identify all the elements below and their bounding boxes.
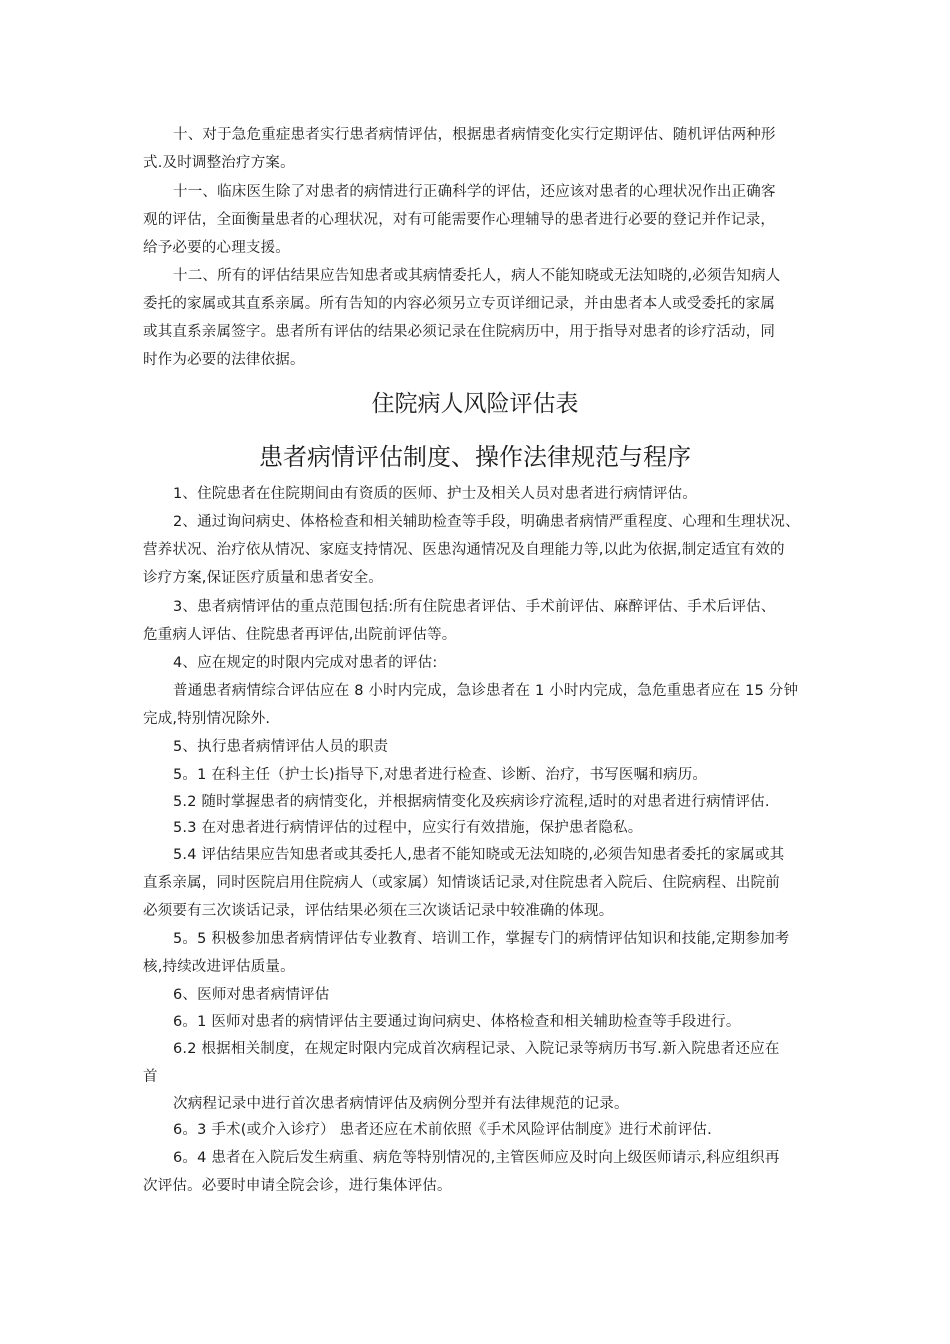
text-line: 首 bbox=[143, 1069, 158, 1085]
text-line: 直系亲属，同时医院启用住院病人（或家属）知情谈话记录,对住院患者入院后、住院病程、出院前 bbox=[143, 875, 780, 891]
text-line: 5.4 评估结果应告知患者或其委托人,患者不能知晓或无法知晓的,必须告知患者委托的家属或其 bbox=[173, 847, 785, 863]
text-line: 普通患者病情综合评估应在 8 小时内完成，急诊患者在 1 小时内完成，急危重患者应在 15 分钟 bbox=[173, 683, 799, 699]
text-line: 6、医师对患者病情评估 bbox=[173, 987, 330, 1003]
text-line: 危重病人评估、住院患者再评估,出院前评估等。 bbox=[143, 627, 457, 643]
text-line: 给予必要的心理支援。 bbox=[143, 240, 290, 256]
text-line: 5.2 随时掌握患者的病情变化，并根据病情变化及疾病诊疗流程,适时的对患者进行病情评估. bbox=[173, 794, 770, 810]
text-line: 十二、所有的评估结果应告知患者或其病情委托人，病人不能知晓或无法知晓的,必须告知病人 bbox=[173, 268, 781, 284]
text-line: 营养状况、治疗依从情况、家庭支持情况、医患沟通情况及自理能力等,以此为依据,制定适宜有效的 bbox=[143, 542, 785, 558]
text-line: 或其直系亲属签字。患者所有评估的结果必须记录在住院病历中，用于指导对患者的诊疗活动，同 bbox=[143, 324, 776, 340]
text-line: 次病程记录中进行首次患者病情评估及病例分型并有法律规范的记录。 bbox=[173, 1096, 629, 1112]
text-line: 必须要有三次谈话记录，评估结果必须在三次谈话记录中较准确的体现。 bbox=[143, 903, 614, 919]
text-line: 1、住院患者在住院期间由有资质的医师、护士及相关人员对患者进行病情评估。 bbox=[173, 486, 697, 502]
form-title: 住院病人风险评估表 bbox=[371, 391, 579, 417]
text-line: 时作为必要的法律依据。 bbox=[143, 352, 305, 368]
text-line: 式.及时调整治疗方案。 bbox=[143, 155, 295, 171]
text-line: 6。1 医师对患者的病情评估主要通过询问病史、体格检查和相关辅助检查等手段进行。 bbox=[173, 1014, 741, 1030]
text-line: 3、患者病情评估的重点范围包括:所有住院患者评估、手术前评估、麻醉评估、手术后评估、 bbox=[173, 599, 776, 615]
text-line: 5。5 积极参加患者病情评估专业教育、培训工作，掌握专门的病情评估知识和技能,定期参加考 bbox=[173, 931, 790, 947]
text-line: 5。1 在科主任（护士长)指导下,对患者进行检查、诊断、治疗，书写医嘱和病历。 bbox=[173, 767, 708, 783]
text-line: 6。4 患者在入院后发生病重、病危等特别情况的,主管医师应及时向上级医师请示,科应组织再 bbox=[173, 1150, 780, 1166]
text-line: 完成,特别情况除外. bbox=[143, 711, 271, 727]
section-title: 患者病情评估制度、操作法律规范与程序 bbox=[259, 443, 691, 471]
text-line: 4、应在规定的时限内完成对患者的评估: bbox=[173, 655, 438, 671]
text-line: 6。3 手术(或介入诊疗） 患者还应在术前依照《手术风险评估制度》进行术前评估. bbox=[173, 1122, 712, 1138]
text-line: 诊疗方案,保证医疗质量和患者安全。 bbox=[143, 570, 384, 586]
text-line: 观的评估，全面衡量患者的心理状况，对有可能需要作心理辅导的患者进行必要的登记并作记录， bbox=[143, 212, 776, 228]
text-line: 十一、临床医生除了对患者的病情进行正确科学的评估，还应该对患者的心理状况作出正确客 bbox=[173, 184, 776, 200]
text-line: 2、通过询问病史、体格检查和相关辅助检查等手段，明确患者病情严重程度、心理和生理状况、 bbox=[173, 514, 800, 530]
text-line: 5、执行患者病情评估人员的职责 bbox=[173, 739, 389, 755]
text-line: 5.3 在对患者进行病情评估的过程中，应实行有效措施，保护患者隐私。 bbox=[173, 820, 643, 836]
text-line: 核,持续改进评估质量。 bbox=[143, 959, 295, 975]
text-line: 6.2 根据相关制度，在规定时限内完成首次病程记录、入院记录等病历书写.新入院患者还应在 bbox=[173, 1041, 780, 1057]
text-line: 十、对于急危重症患者实行患者病情评估，根据患者病情变化实行定期评估、随机评估两种形 bbox=[173, 127, 776, 143]
text-line: 委托的家属或其直系亲属。所有告知的内容必须另立专页详细记录，并由患者本人或受委托的家属 bbox=[143, 296, 776, 312]
text-line: 次评估。必要时申请全院会诊，进行集体评估。 bbox=[143, 1178, 452, 1194]
